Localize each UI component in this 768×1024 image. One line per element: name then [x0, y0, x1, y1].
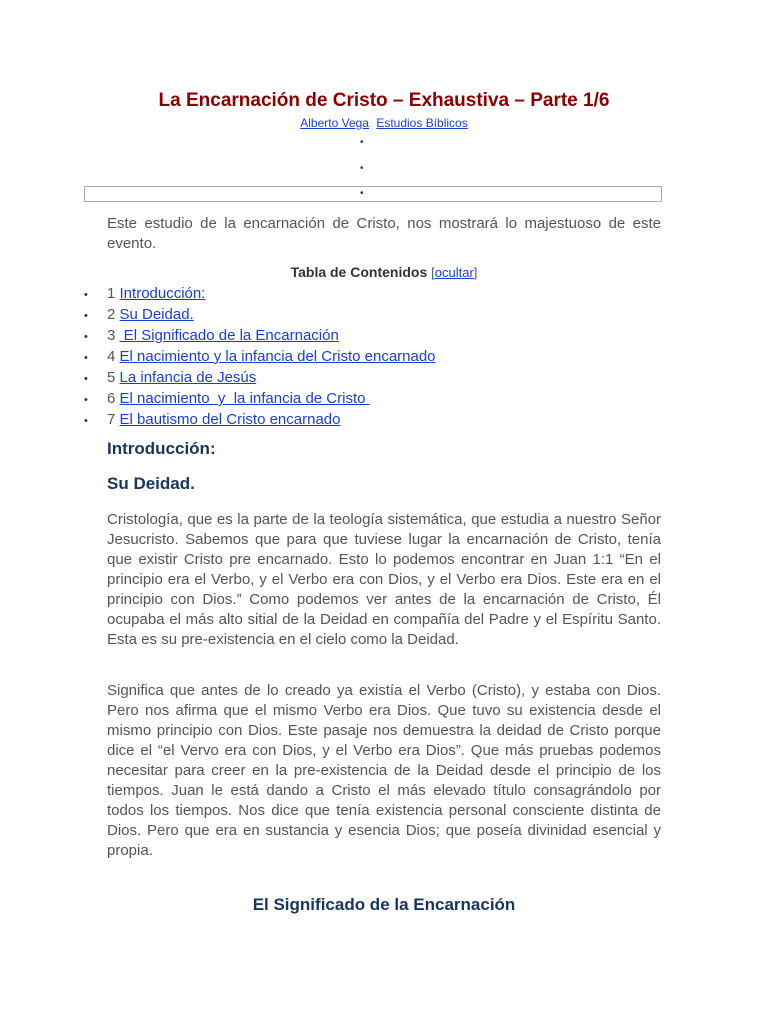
- toc-item-number: 5: [107, 369, 116, 386]
- bullet-marker: •: [360, 163, 364, 174]
- bullet-marker: •: [84, 352, 88, 364]
- toc-item: [84, 368, 436, 389]
- bullet-marker: •: [84, 373, 88, 385]
- bullet-marker: •: [84, 331, 88, 343]
- section-heading-introduccion: Introducción:: [107, 439, 216, 458]
- toc-list: [84, 284, 436, 431]
- toc-link-introduccion[interactable]: Introducción:: [119, 285, 206, 302]
- toc-item-number: 7: [107, 411, 116, 428]
- bullet-marker: •: [84, 310, 88, 322]
- toc-item: [84, 410, 436, 431]
- bullet-marker: •: [84, 394, 88, 406]
- bullet-marker: •: [360, 188, 364, 199]
- toc-title: Tabla de Contenidos: [290, 264, 428, 280]
- intro-paragraph: Este estudio de la encarnación de Cristo, nos mostrará lo majestuoso de este evento.: [107, 215, 661, 252]
- category-link[interactable]: Estudios Bíblicos: [376, 116, 468, 130]
- toc-item: [84, 326, 436, 347]
- menu-box: [84, 186, 662, 202]
- toc-item: [84, 305, 436, 326]
- toc-item-number: 6: [107, 390, 116, 407]
- toc-item: [84, 389, 436, 410]
- toc-bracket-open: [: [431, 265, 435, 280]
- toc-item: [84, 347, 436, 368]
- toc-bracket-close: ]: [473, 265, 478, 280]
- toc-link-su-deidad[interactable]: Su Deidad.: [119, 306, 194, 323]
- toc-link-significado[interactable]: El Significado de la Encarnación: [119, 327, 339, 344]
- author-link[interactable]: Alberto Vega: [300, 116, 369, 130]
- toc-hide-link[interactable]: ocultar: [434, 265, 474, 280]
- toc-link-nacimiento-cristo[interactable]: El nacimiento y la infancia de Cristo: [119, 390, 370, 407]
- bullet-marker: •: [84, 289, 88, 301]
- deidad-paragraph-2: Significa que antes de lo creado ya existía el Verbo (Cristo), y estaba con Dios. Pero nos afirma que el mismo Verbo era Dios. Que tuvo su existencia desde el mismo principio con Dios. Este pasaje nos demuestra la deidad de Cristo porque dice el “el Vervo era con Dios, y el Verbo era Dios”. Que más pruebas podemos necesitar para creer en la pre-existencia de la Deidad desde el principio de los tiempos. Juan le está dando a Cristo el más elevado título consagrándolo por todos los tiempos. Nos dice que tenía existencia personal consciente distinta de Dios. Pero que era en sustancia y esencia Dios; que poseía divinidad esencial y propia.: [107, 682, 661, 859]
- toc-item: [84, 284, 436, 305]
- section-heading-su-deidad: Su Deidad.: [107, 474, 195, 493]
- section-heading-significado: El Significado de la Encarnación: [252, 895, 516, 914]
- bullet-marker: •: [84, 415, 88, 427]
- toc-link-bautismo[interactable]: El bautismo del Cristo encarnado: [119, 411, 341, 428]
- byline: [0, 116, 768, 130]
- toc-link-infancia-jesus[interactable]: La infancia de Jesús: [119, 369, 257, 386]
- article-title: La Encarnación de Cristo – Exhaustiva – Parte 1/6: [158, 90, 610, 111]
- toc-item-number: 4: [107, 348, 116, 365]
- toc-link-nacimiento-infancia[interactable]: El nacimiento y la infancia del Cristo encarnado: [119, 348, 436, 365]
- toc-item-number: 3: [107, 327, 116, 344]
- deidad-paragraph-1: Cristología, que es la parte de la teología sistemática, que estudia a nuestro Señor Jesucristo. Sabemos que para que tuviese lugar la encarnación de Cristo, tenía que existir Cristo pre encarnado. Esto lo podemos encontrar en Juan 1:1 “En el principio era el Verbo, y el Verbo era con Dios, y el Verbo era Dios. Este era en el principio con Dios.” Como podemos ver antes de la encarnación de Cristo, Él ocupaba el más alto sitial de la Deidad en compañía del Padre y el Espíritu Santo. Esta es su pre-existencia en el cielo como la Deidad.: [107, 511, 661, 648]
- bullet-marker: •: [360, 137, 364, 148]
- toc-item-number: 1: [107, 285, 116, 302]
- toc-item-number: 2: [107, 306, 116, 323]
- toc-header: [0, 264, 768, 280]
